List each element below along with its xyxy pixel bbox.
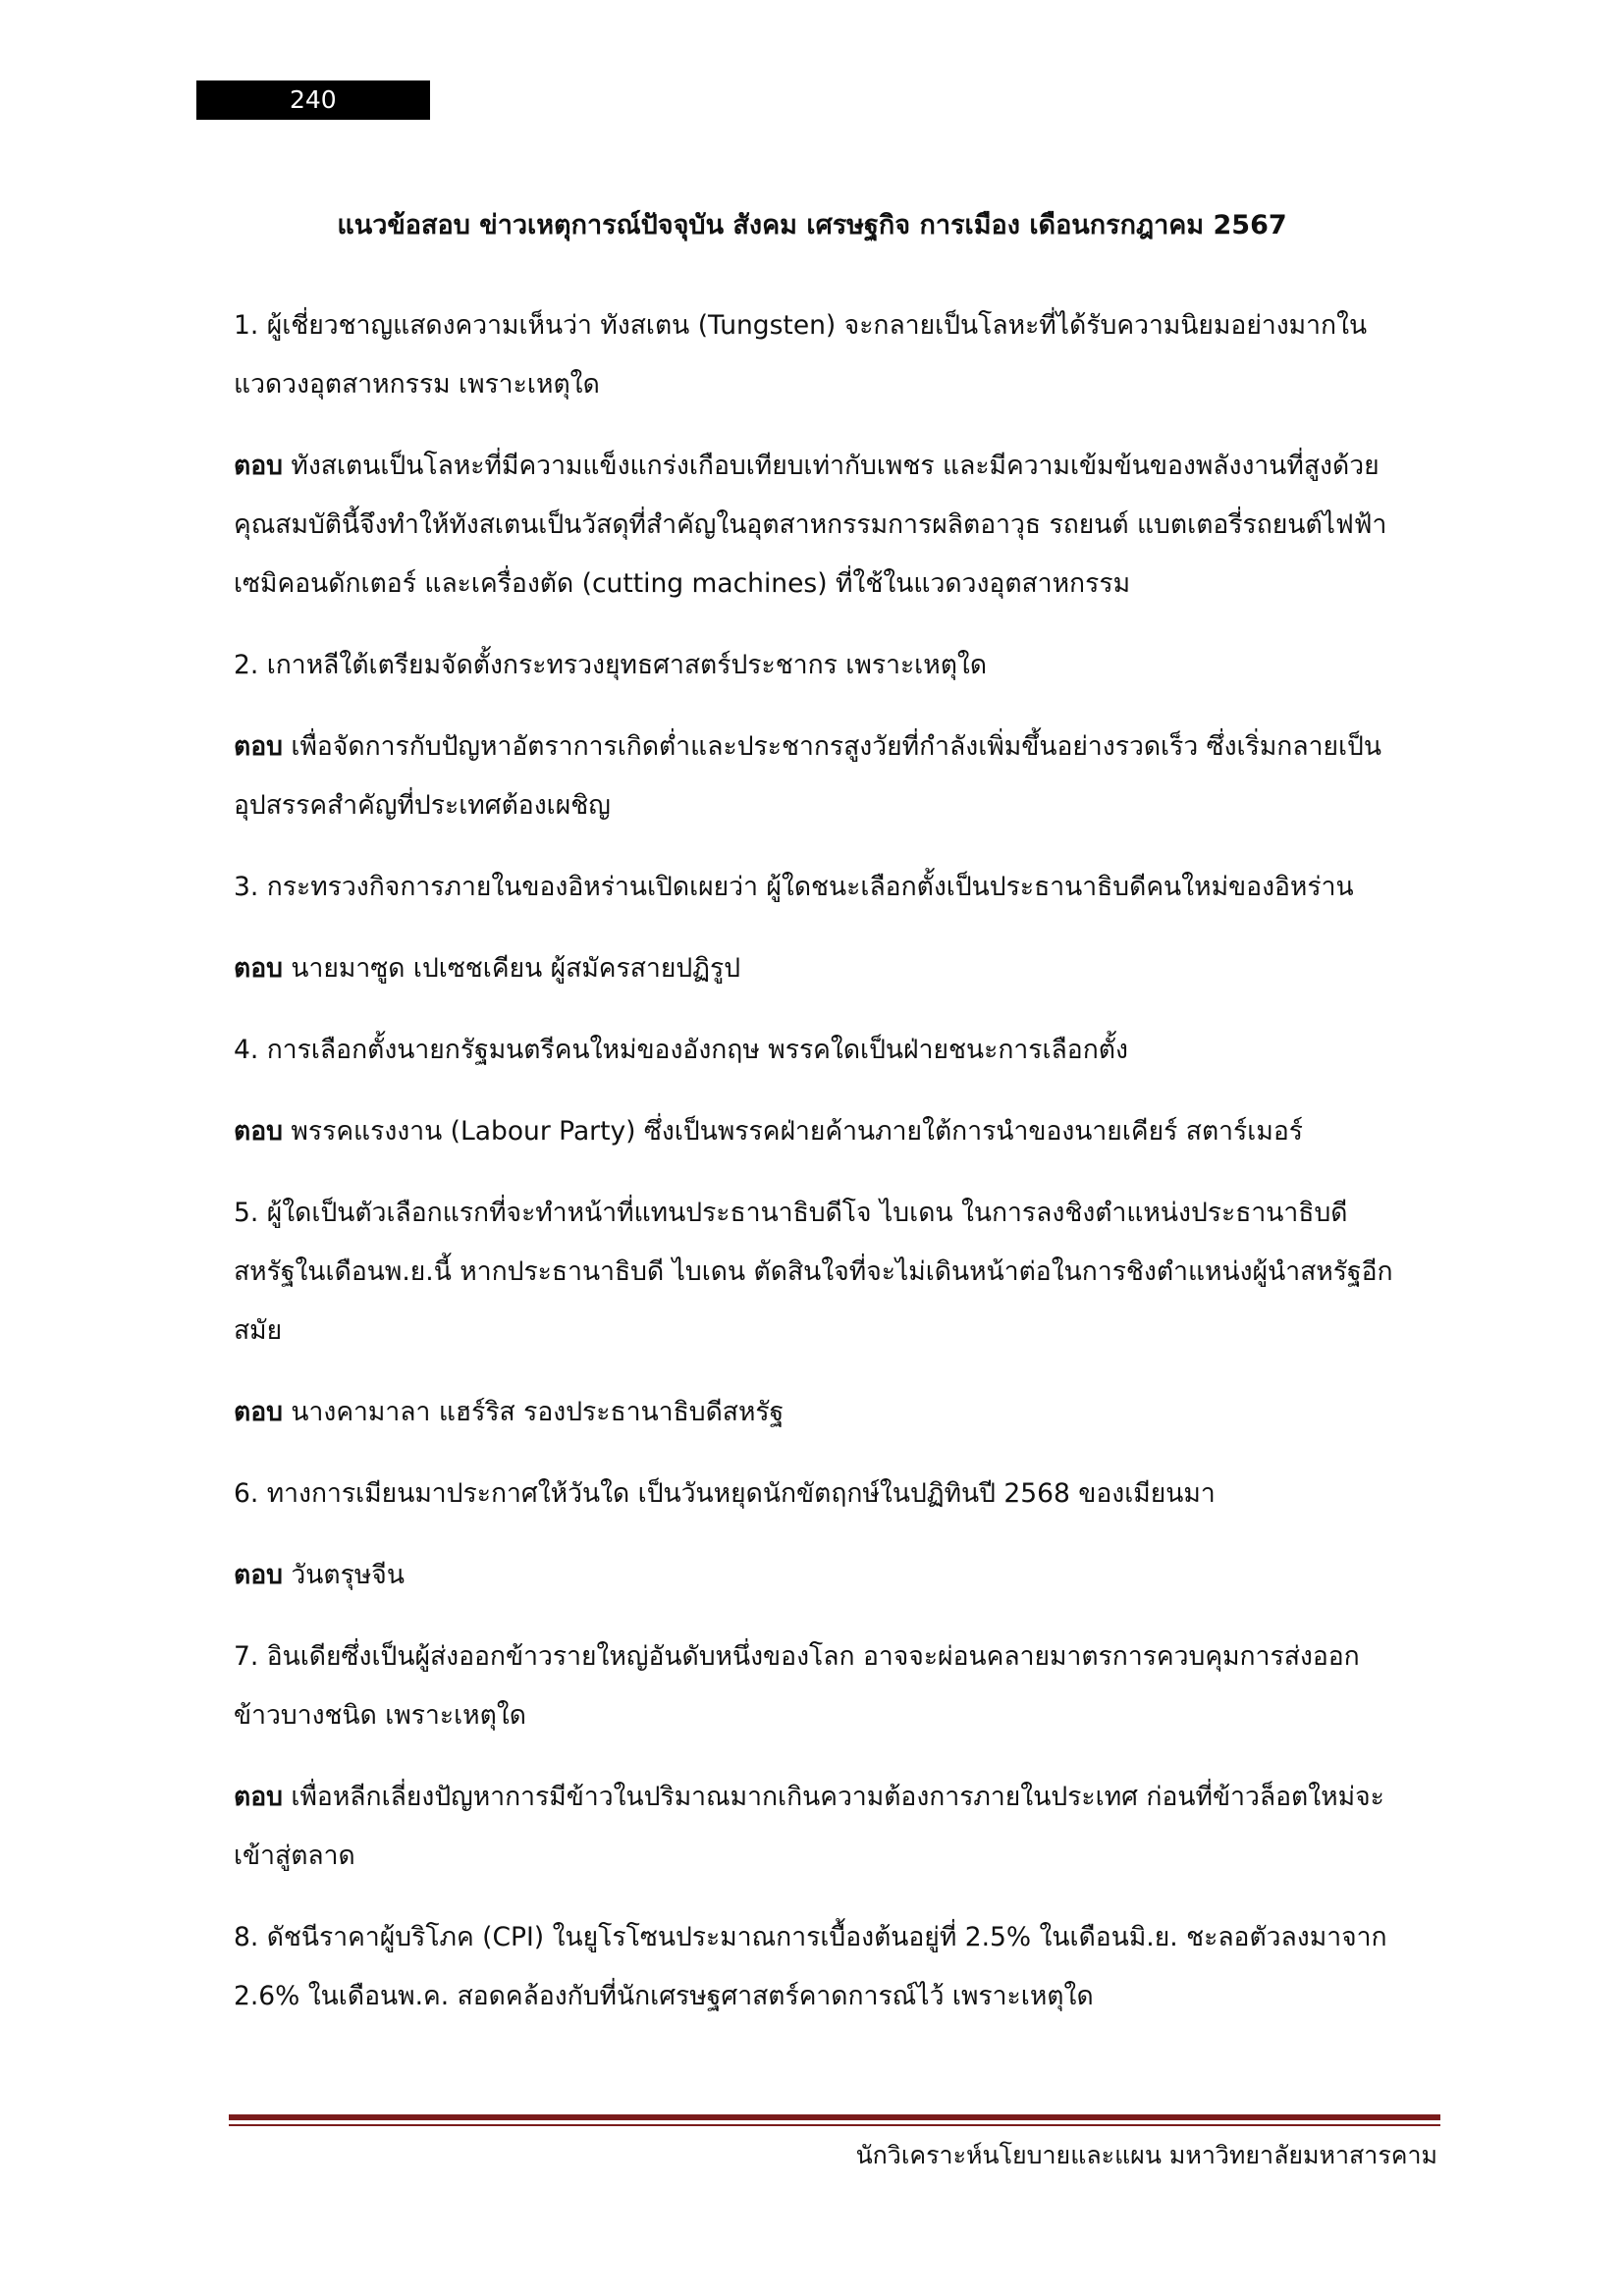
answer-label: ตอบ <box>234 1116 283 1147</box>
answer-label: ตอบ <box>234 451 283 481</box>
answer-2 <box>234 718 1439 835</box>
question-line: 5. ผู้ใดเป็นตัวเลือกแรกที่จะทำหน้าที่แทนประธานาธิบดีโจ ไบเดน ในการลงชิงตำแหน่งประธานาธิบดี <box>234 1198 1348 1228</box>
question-3 <box>234 858 1439 917</box>
question-line: 4. การเลือกตั้งนายกรัฐมนตรีคนใหม่ของอังกฤษ พรรคใดเป็นฝ่ายชนะการเลือกตั้ง <box>234 1035 1128 1065</box>
question-8 <box>234 1908 1439 2026</box>
answer-text: เข้าสู่ตลาด <box>234 1841 355 1871</box>
answer-label: ตอบ <box>234 1397 283 1427</box>
answer-text: เพื่อหลีกเลี่ยงปัญหาการมีข้าวในปริมาณมากเกินความต้องการภายในประเทศ ก่อนที่ข้าวล็อตใหม่จะ <box>291 1782 1384 1812</box>
question-line: 8. ดัชนีราคาผู้บริโภค (CPI) ในยูโรโซนประมาณการเบื้องต้นอยู่ที่ 2.5% ในเดือนมิ.ย. ชะลอตัวลงมาจาก <box>234 1922 1387 1952</box>
answer-line <box>234 718 1439 776</box>
footer-rule-thin <box>229 2124 1440 2126</box>
answer-text: ทังสเตนเป็นโลหะที่มีความแข็งแกร่งเกือบเทียบเท่ากับเพชร และมีความเข้มข้นของพลังงานที่สูงด้วย <box>291 451 1380 481</box>
qa-content <box>234 296 1439 2049</box>
question-7 <box>234 1628 1439 1745</box>
answer-text: อุปสรรคสำคัญที่ประเทศต้องเผชิญ <box>234 790 611 821</box>
question-line: 7. อินเดียซึ่งเป็นผู้ส่งออกข้าวรายใหญ่อันดับหนึ่งของโลก อาจจะผ่อนคลายมาตรการควบคุมการส่งออก <box>234 1641 1360 1672</box>
question-6 <box>234 1465 1439 1523</box>
answer-text: เพื่อจัดการกับปัญหาอัตราการเกิดต่ำและประชากรสูงวัยที่กำลังเพิ่มขึ้นอย่างรวดเร็ว ซึ่งเริ่มกลายเป็น <box>291 731 1381 762</box>
answer-label: ตอบ <box>234 731 283 762</box>
question-4 <box>234 1021 1439 1080</box>
answer-line <box>234 1827 1439 1886</box>
answer-line <box>234 1383 1439 1442</box>
question-line: แวดวงอุตสาหกรรม เพราะเหตุใด <box>234 369 600 400</box>
question-line: 6. ทางการเมียนมาประกาศให้วันใด เป็นวันหยุดนักขัตฤกษ์ในปฏิทินปี 2568 ของเมียนมา <box>234 1478 1216 1509</box>
answer-line <box>234 1546 1439 1605</box>
document-title: แนวข้อสอบ ข่าวเหตุการณ์ปัจจุบัน สังคม เศรษฐกิจ การเมือง เดือนกรกฎาคม 2567 <box>337 210 1287 240</box>
answer-6 <box>234 1546 1439 1605</box>
answer-text: พรรคแรงงาน (Labour Party) ซึ่งเป็นพรรคฝ่ายค้านภายใต้การนำของนายเคียร์ สตาร์เมอร์ <box>291 1116 1303 1147</box>
answer-line <box>234 939 1439 998</box>
question-2 <box>234 636 1439 695</box>
answer-label: ตอบ <box>234 1560 283 1590</box>
answer-line <box>234 1102 1439 1161</box>
question-line: 2. เกาหลีใต้เตรียมจัดตั้งกระทรวงยุทธศาสตร์ประชากร เพราะเหตุใด <box>234 650 988 680</box>
question-line: ข้าวบางชนิด เพราะเหตุใด <box>234 1700 527 1731</box>
question-line: สมัย <box>234 1315 283 1346</box>
question-1 <box>234 296 1439 414</box>
answer-text: คุณสมบัตินี้จึงทำให้ทังสเตนเป็นวัสดุที่สำคัญในอุตสาหกรรมการผลิตอาวุธ รถยนต์ แบตเตอรี่รถยนต์ไฟฟ้า <box>234 509 1387 540</box>
answer-text: นายมาซูด เปเซชเคียน ผู้สมัครสายปฏิรูป <box>291 953 741 984</box>
answer-text: วันตรุษจีน <box>291 1560 405 1590</box>
answer-line <box>234 437 1439 496</box>
answer-3 <box>234 939 1439 998</box>
answer-label: ตอบ <box>234 953 283 984</box>
answer-text: นางคามาลา แฮร์ริส รองประธานาธิบดีสหรัฐ <box>291 1397 785 1427</box>
page-number: 240 <box>290 85 337 114</box>
answer-line <box>234 1768 1439 1827</box>
answer-7 <box>234 1768 1439 1886</box>
question-line: สหรัฐในเดือนพ.ย.นี้ หากประธานาธิบดี ไบเดน ตัดสินใจที่จะไม่เดินหน้าต่อในการชิงตำแหน่งผู้นำสหรัฐอีก <box>234 1256 1393 1287</box>
answer-4 <box>234 1102 1439 1161</box>
answer-line <box>234 555 1439 614</box>
question-line: 3. กระทรวงกิจการภายในของอิหร่านเปิดเผยว่า ผู้ใดชนะเลือกตั้งเป็นประธานาธิบดีคนใหม่ของอิหร่าน <box>234 872 1354 902</box>
answer-5 <box>234 1383 1439 1442</box>
answer-line <box>234 776 1439 835</box>
answer-text: เซมิคอนดักเตอร์ และเครื่องตัด (cutting machines) ที่ใช้ในแวดวงอุตสาหกรรม <box>234 568 1131 599</box>
question-5 <box>234 1184 1439 1361</box>
answer-1 <box>234 437 1439 614</box>
question-line: 1. ผู้เชี่ยวชาญแสดงความเห็นว่า ทังสเตน (Tungsten) จะกลายเป็นโลหะที่ได้รับความนิยมอย่างมากใน <box>234 310 1368 341</box>
question-line: 2.6% ในเดือนพ.ค. สอดคล้องกับที่นักเศรษฐศาสตร์คาดการณ์ไว้ เพราะเหตุใด <box>234 1981 1094 2011</box>
answer-label: ตอบ <box>234 1782 283 1812</box>
footer-rule <box>229 2114 1440 2120</box>
footer-text: นักวิเคราะห์นโยบายและแผน มหาวิทยาลัยมหาสารคาม <box>855 2141 1437 2169</box>
answer-line <box>234 496 1439 555</box>
page-number-box <box>196 80 430 120</box>
